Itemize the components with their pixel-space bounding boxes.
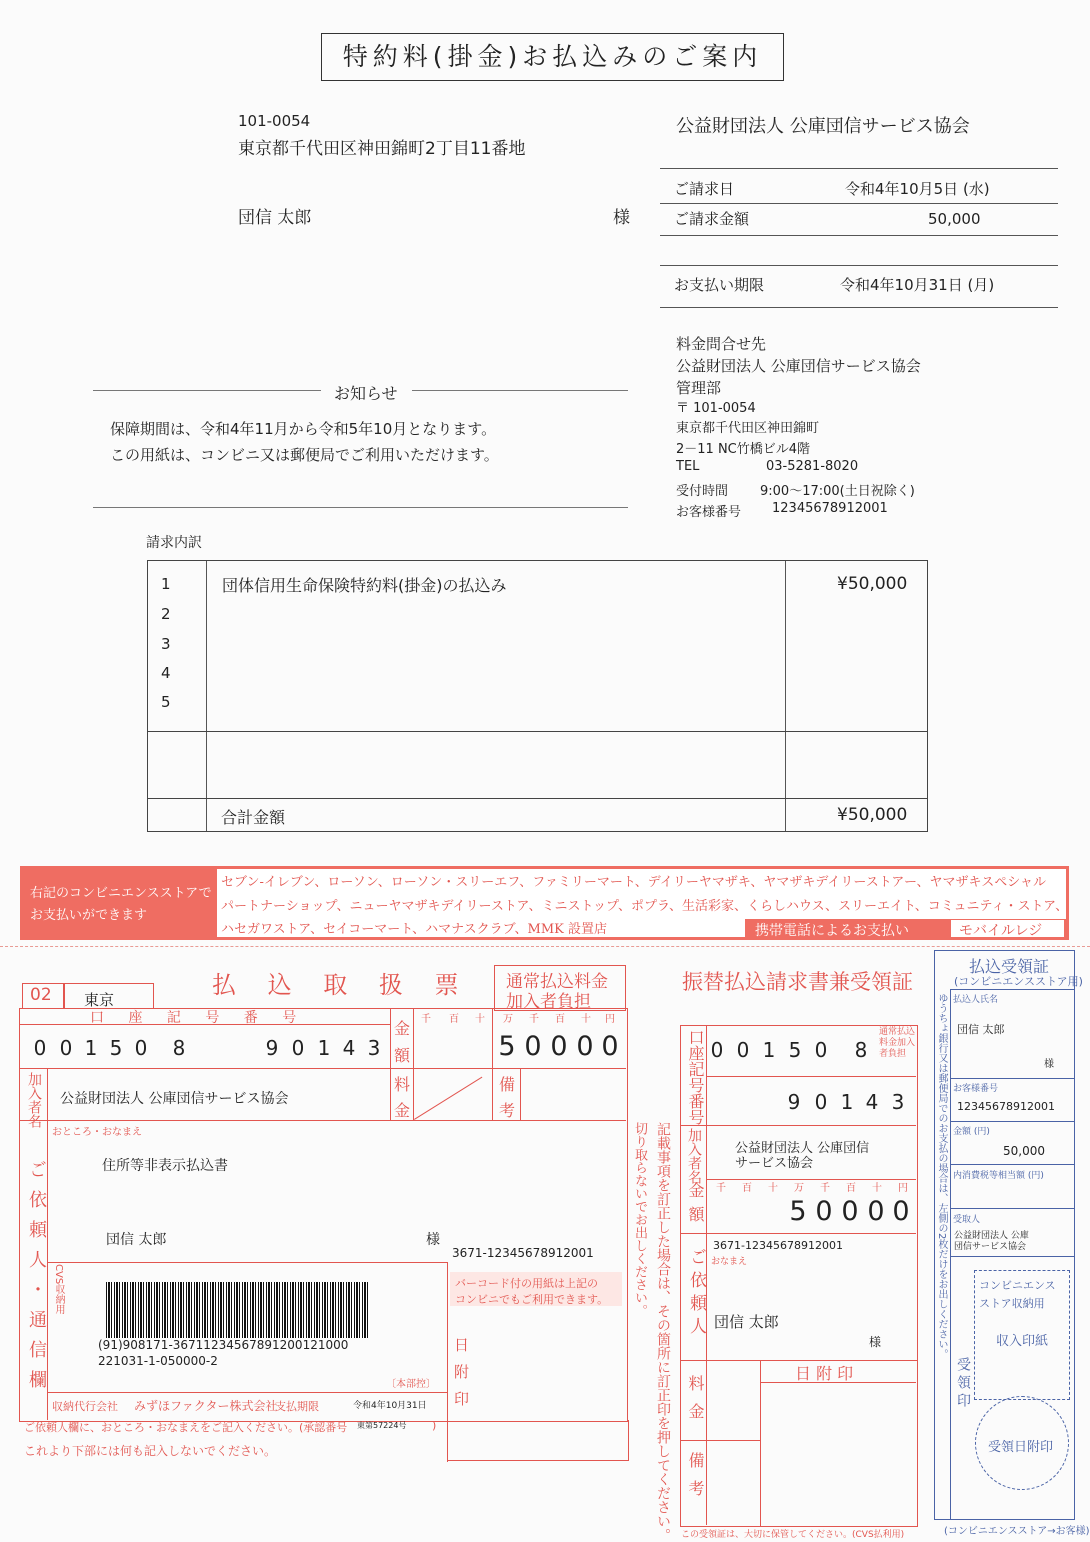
row-no: 1: [161, 575, 171, 593]
slip-kin2: 金: [394, 1101, 411, 1120]
amount-digit: 0: [550, 1031, 568, 1062]
account-digit: 1: [84, 1036, 98, 1060]
contact-block: [676, 333, 921, 461]
billing-amount-value: 50,000: [928, 210, 981, 228]
due-date-label: お支払い期限: [674, 276, 765, 294]
receipt-name-label: おなまえ: [711, 1257, 748, 1267]
recipient-name: 団信 太郎: [238, 208, 312, 228]
amount-digit: 0: [601, 1031, 619, 1062]
notice-line2: この用紙は、コンビニ又は郵便局でご利用いただけます。: [110, 446, 499, 464]
slip-amount-units: [413, 1010, 626, 1024]
receipt-account-label: 口座記号番号: [686, 1029, 705, 1125]
row-no: 2: [161, 605, 171, 623]
receipt-account-digit: 0: [814, 1038, 828, 1062]
breakdown-table: [147, 560, 928, 832]
stores-banner: [20, 866, 1069, 940]
receipt-amount-label: 金額: [686, 1182, 705, 1230]
receipt-payee-label: 加入者名: [686, 1128, 702, 1184]
receipt-payer: 団信 太郎: [714, 1313, 779, 1331]
notice-heading: お知らせ: [334, 384, 398, 403]
account-digit: 4: [342, 1036, 356, 1060]
stores-banner-left1: 右記のコンビニエンスストアで: [30, 886, 212, 901]
slip-requester-label: ご依頼人・通信欄: [26, 1160, 47, 1400]
contact-customer-no: 12345678912001: [772, 501, 888, 516]
stores-line2: パートナーショップ、ニューヤマザキデイリーストア、ミニストップ、ポプラ、生活彩家、くらしハウス、スリーエイト、コミュニティ・ストア、: [221, 899, 1069, 914]
receipt-account-digit: 9: [787, 1090, 801, 1114]
row-desc: 団体信用生命保険特約料(掛金)の払込み: [222, 576, 507, 595]
slip-fee-note2: 加入者負担: [506, 992, 591, 1012]
slip-kin: 金: [394, 1019, 411, 1038]
unit: 十: [872, 1183, 882, 1194]
barcode: [106, 1282, 370, 1338]
receipt-stamp-label: 受領印: [955, 1357, 971, 1411]
cvs-stamp-box-label2: ストア収納用: [979, 1297, 1045, 1310]
receipt-requester-label: ご依頼人: [686, 1248, 706, 1340]
revenue-stamp-label: 収入印紙: [996, 1334, 1049, 1349]
correction-note: 記載事項を訂正した場合は、その箇所に訂正印を押してください。: [655, 1122, 671, 1542]
receipt-amount-digit: 0: [841, 1196, 859, 1227]
row-amount: ¥50,000: [837, 574, 908, 594]
amount-digit: 0: [524, 1031, 542, 1062]
slip-code: 02: [30, 985, 52, 1005]
billing-date-value: 令和4年10月5日 (水): [845, 180, 990, 198]
slip-gaku: 額: [394, 1046, 411, 1065]
amount-digit: 5: [498, 1031, 516, 1062]
mobile-payment-label: 携帯電話によるお支払い: [755, 923, 909, 939]
date-stamp-box: [447, 1420, 629, 1461]
mobile-reg-label: モバイルレジ: [959, 923, 1043, 939]
slip-payer: 団信 太郎: [106, 1232, 167, 1248]
total-label: 合計金額: [221, 808, 286, 827]
receipt-amount-digit: 0: [892, 1196, 910, 1227]
slip-ref-no: 3671-12345678912001: [452, 1246, 594, 1260]
unit: 円: [898, 1183, 908, 1194]
due-date-value: 令和4年10月31日 (月): [840, 276, 995, 294]
cvs-receiver2: 団信サービス協会: [954, 1242, 1027, 1252]
breakdown-heading: 請求内訳: [146, 535, 202, 551]
cvs-label: CVS収納用: [53, 1264, 64, 1315]
contact-hours-label: 受付時間: [676, 484, 729, 499]
receipt-amount-units: [706, 1179, 916, 1194]
unit: 十: [768, 1183, 778, 1194]
account-digit: 9: [265, 1036, 279, 1060]
receipt-account-check: 8: [854, 1038, 868, 1062]
slip-payer-honorific: 様: [426, 1232, 440, 1248]
receipt-payer-honorific: 様: [869, 1335, 882, 1349]
cvs-receiver-label: 受取人: [953, 1215, 981, 1225]
contact-tel-label: TEL: [676, 459, 700, 474]
receipt-payee2: サービス協会: [735, 1156, 814, 1171]
receipt-account-digit: 5: [788, 1038, 802, 1062]
slip-title: 払 込 取 扱 票: [212, 971, 471, 999]
deadline-label: 支払期限: [275, 1400, 319, 1413]
contact-heading: 料金問合せ先: [676, 335, 767, 353]
fill-note-end: ): [432, 1419, 437, 1432]
agent-name: みずほファクター株式会社: [134, 1399, 278, 1413]
row-no: 4: [161, 664, 171, 682]
unit: 万: [503, 1014, 513, 1025]
cvs-amount: 50,000: [1003, 1144, 1045, 1158]
account-digit: 1: [317, 1036, 331, 1060]
receipt-account-digit: 0: [814, 1090, 828, 1114]
notice-line1: 保障期間は、令和4年11月から令和5年10月となります。: [110, 420, 497, 438]
receipt-amount-digit: 5: [789, 1196, 807, 1227]
slip-ryo: 料: [394, 1075, 411, 1094]
account-digit: 0: [33, 1036, 47, 1060]
account-digit: 3: [367, 1036, 381, 1060]
receipt-account-digit: 1: [762, 1038, 776, 1062]
copy-label: 〔本部控〕: [386, 1379, 436, 1390]
contact-dept: 管理部: [676, 379, 722, 397]
do-not-cut-note: 切り取らないでお出しください。: [632, 1122, 647, 1317]
stores-line3: ハセガワストア、セイコーマート、ハマナスクラブ、MMK 設置店: [221, 922, 608, 937]
slip-bi: 備: [499, 1075, 516, 1094]
cvs-stamp-box-label1: コンビニエンス: [979, 1279, 1056, 1292]
account-digit: 0: [134, 1036, 148, 1060]
receipt-keep-note: この受領証は、大切に保管してください。(CVS払利用): [681, 1530, 905, 1540]
receipt-fee-label: 料金: [686, 1375, 705, 1431]
do-not-write-note: これより下部には何も記入しないでください。: [24, 1444, 277, 1458]
receipt-payee1: 公益財団法人 公庫団信: [735, 1141, 870, 1156]
receipt-title: 振替払込請求書兼受領証: [682, 970, 913, 994]
slip-ko: 考: [499, 1101, 516, 1120]
slip-fee-note1: 通常払込料金: [506, 972, 608, 992]
cvs-amount-label: 金額 (円): [953, 1127, 990, 1137]
contact-postal: 〒 101-0054: [676, 401, 756, 416]
contact-org: 公益財団法人 公庫団信サービス協会: [676, 357, 921, 375]
cvs-footer: (コンビニエンスストア→お客様): [944, 1526, 1090, 1537]
cvs-customer-label: お客様番号: [953, 1084, 999, 1094]
slip-account-label: 口 座 記 号 番 号: [90, 1010, 307, 1026]
unit: 万: [794, 1183, 804, 1194]
account-digit: 5: [109, 1036, 123, 1060]
slip-address-label: おところ・おなまえ: [52, 1127, 142, 1138]
receipt-account-digit: 4: [865, 1090, 879, 1114]
billing-amount-label: ご請求金額: [674, 210, 750, 228]
cvs-tax-label: 内消費税等相当額 (円): [953, 1171, 1044, 1181]
unit: 千: [820, 1183, 830, 1194]
cvs-receipt-title: 払込受領証: [969, 957, 1050, 976]
slip-date-stamp: 日附印: [452, 1337, 470, 1418]
row-no: 5: [161, 693, 171, 711]
row-no: 3: [161, 635, 171, 653]
unit: 千: [529, 1014, 539, 1025]
billing-date-label: ご請求日: [674, 180, 735, 198]
total-value: ¥50,000: [837, 805, 908, 825]
unit: 十: [581, 1014, 591, 1025]
unit: 千: [421, 1014, 431, 1025]
receipt-account-digit: 1: [840, 1090, 854, 1114]
fill-note: ご依頼人欄に、おところ・おなまえをご記入ください。(承認番号: [24, 1421, 348, 1434]
issuer-name: 公益財団法人 公庫団信サービス協会: [676, 116, 970, 137]
cvs-date-stamp: 受領日附印: [988, 1440, 1054, 1455]
amount-digit: 0: [576, 1031, 594, 1062]
unit: 百: [846, 1183, 856, 1194]
barcode-line1: (91)908171-36711234567891200121000: [98, 1338, 349, 1352]
contact-tel: 03-5281-8020: [766, 459, 859, 474]
contact-address1: 東京都千代田区神田錦町: [676, 421, 820, 436]
contact-customer-label: お客様番号: [676, 505, 742, 520]
account-check-digit: 8: [172, 1036, 186, 1060]
cvs-customer-no: 12345678912001: [957, 1100, 1055, 1113]
account-digit: 0: [291, 1036, 305, 1060]
unit: 百: [555, 1014, 565, 1025]
slip-payee: 公益財団法人 公庫団信サービス協会: [60, 1091, 289, 1107]
nondisclosure-label: 住所等非表示払込書: [102, 1158, 228, 1174]
cvs-payer: 団信 太郎: [957, 1023, 1005, 1036]
slip-payee-label: 加入者名: [26, 1072, 42, 1128]
recipient-postal: 101-0054: [238, 112, 311, 130]
stores-line1: セブン-イレブン、ローソン、ローソン・スリーエフ、ファミリーマート、デイリーヤマザキ、ヤマザキデイリーストアー、ヤマザキスペシャル: [221, 875, 1046, 890]
unit: 千: [716, 1183, 726, 1194]
slip-city: 東京: [84, 991, 115, 1009]
receipt-date-stamp: 日 附 印: [795, 1364, 854, 1383]
recipient-address: 東京都千代田区神田錦町2丁目11番地: [238, 139, 526, 159]
recipient-honorific: 様: [613, 208, 630, 228]
contact-address2: 2－11 NC竹橋ビル4階: [676, 442, 811, 457]
contact-hours: 9:00～17:00(土日祝除く): [760, 484, 915, 499]
barcode-note1: バーコード付の用紙は上記の: [455, 1277, 598, 1290]
cvs-payer-honorific: 様: [1044, 1059, 1054, 1070]
unit: 十: [475, 1014, 485, 1025]
receipt-date-stamp-box: [760, 1360, 918, 1527]
document-title: 特約料(掛金)お払込みのご案内: [342, 42, 763, 71]
barcode-note2: コンビニでもご利用できます。: [455, 1293, 609, 1306]
unit: 百: [742, 1183, 752, 1194]
receipt-amount-digit: 0: [815, 1196, 833, 1227]
receipt-account-digit: 0: [710, 1038, 724, 1062]
agent-label: 収納代行会社: [52, 1400, 118, 1413]
receipt-ref-no: 3671-12345678912001: [713, 1239, 843, 1252]
cvs-payer-label: 払込人氏名: [953, 995, 999, 1005]
unit: 百: [449, 1014, 459, 1025]
account-digit: 0: [59, 1036, 73, 1060]
receipt-fee-note: 通常払込料金加入者負担: [879, 1027, 916, 1059]
deadline-value: 令和4年10月31日: [353, 1401, 427, 1411]
cvs-side-note: ゆうちょ銀行又は郵便局でのお支払の場合は、左側の2枚だけをお出しください。: [936, 993, 947, 1360]
unit: 円: [605, 1014, 615, 1025]
receipt-account-digit: 3: [891, 1090, 905, 1114]
cvs-receipt-subtitle: (コンビニエンスストア用): [954, 975, 1083, 988]
cvs-receiver1: 公益財団法人 公庫: [954, 1231, 1029, 1241]
document-title-box: [321, 33, 784, 81]
receipt-amount-digit: 0: [867, 1196, 885, 1227]
approval-no: 東第57224号: [357, 1421, 407, 1430]
receipt-note-label: 備考: [686, 1452, 705, 1508]
receipt-account-digit: 0: [736, 1038, 750, 1062]
barcode-line2: 221031-1-050000-2: [98, 1354, 218, 1368]
stores-banner-left2: お支払いができます: [30, 908, 148, 923]
